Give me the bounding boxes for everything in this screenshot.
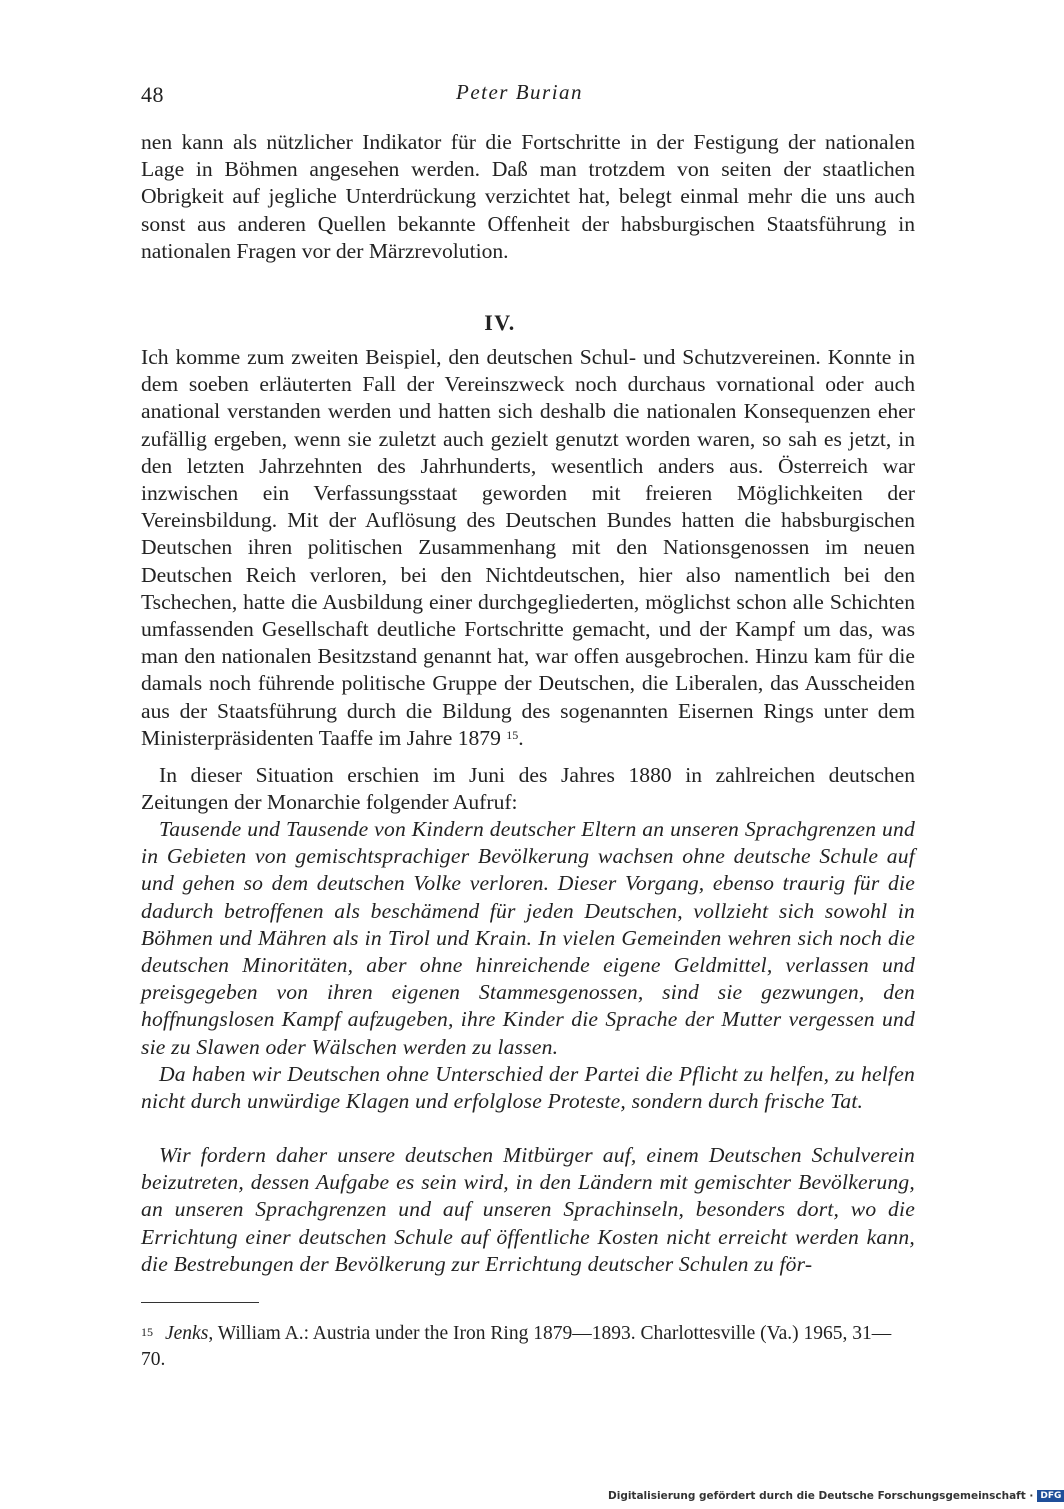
paragraph-2 xyxy=(141,344,915,752)
footnote-15 xyxy=(141,1321,915,1373)
quote-paragraph-3: Wir fordern daher unsere deutschen Mitbürger auf, einem Deutschen Schulverein beizutreten, dessen Aufgabe es sein wird, in den Ländern mit gemischter Bevölkerung, an unseren Sprachgrenzen und auf unseren Sprachinseln, besonders dort, wo die Errichtung einer deutschen Schule auf öffentliche Kosten nicht erreicht werden kann, die Bestrebungen der Bevölkerung zur Errichtung deutscher Schulen zu för- xyxy=(141,1143,915,1276)
paragraph-3: In dieser Situation erschien im Juni des Jahres 1880 in zahlreichen deutschen Zeitungen der Monarchie folgender Aufruf: xyxy=(141,763,915,815)
digitization-credit xyxy=(608,1490,1064,1502)
paragraph-2-end: . xyxy=(518,725,524,750)
paragraph-1: nen kann als nützlicher Indikator für die Fortschritte in der Festigung der nationalen Lage in Böhmen angesehen werden. Daß man trotzdem von seiten der staatlichen Obrigkeit auf jegliche Unterdrückung verzichtet hat, belegt einmal mehr die uns auch sonst aus anderen Quellen bekannte Offenheit der habsburgischen Staatsführung in nationalen Fragen vor der Märzrevolution. xyxy=(141,130,915,263)
credit-text: Digitalisierung gefördert durch die Deutsche Forschungsgemeinschaft · xyxy=(608,1490,1034,1502)
footnote-reference: 15 xyxy=(506,727,519,742)
page-number: 48 xyxy=(141,82,164,107)
footnote-divider xyxy=(141,1302,259,1303)
quote-paragraph-2: Da haben wir Deutschen ohne Unterschied der Partei die Pflicht zu helfen, zu helfen nicht durch unwürdige Klagen und erfolglose Proteste, sondern durch frische Tat. xyxy=(141,1062,915,1114)
running-head: Peter Burian xyxy=(456,80,584,104)
footnote-text: , William A.: Austria under the Iron Ring 1879—1893. Charlottesville (Va.) 1965, 31—70. xyxy=(141,1323,892,1370)
section-heading: IV. xyxy=(484,310,516,335)
paragraph-2-text: Ich komme zum zweiten Beispiel, den deutschen Schul- und Schutzvereinen. Konnte in dem soeben erläuterten Fall der Vereinszweck noch durchaus vornational oder auch anational verstanden werden und hatten sich deshalb die nationalen Konsequenzen eher zufällig ergeben, wenn sie zuletzt auch gezielt genutzt worden waren, so sah es jetzt, in den letzten Jahrzehnten des Jahrhunderts, wesentlich anders aus. Österreich war inzwischen ein Verfassungsstaat geworden mit freieren Möglichkeiten der Vereinsbildung. Mit der Auflösung des Deutschen Bundes hatten die habsburgischen Deutschen ihren politischen Zusammenhang mit den Nationsgenossen im neuen Deutschen Reich verloren, bei den Nichtdeutschen, hier also namentlich bei den Tschechen, hatte die Ausbildung einer durchgegliederten, möglichst schon alle Schichten umfassenden Gesellschaft deutliche Fortschritte gemacht, und der Kampf um das, was man den nationalen Besitzstand genannt hat, war offen ausgebrochen. Hinzu kam für die damals noch führende politische Gruppe der Deutschen, die Liberalen, das Ausscheiden aus der Staatsführung durch die Bildung des sogenannten Eisernen Rings unter dem Ministerpräsidenten Taaffe im Jahre 1879 xyxy=(141,345,915,750)
quote-paragraph-1: Tausende und Tausende von Kindern deutscher Eltern an unseren Sprachgrenzen und in Gebieten von gemischtsprachiger Bevölkerung wachsen ohne deutsche Schule auf und gehen so dem deutschen Volke verloren. Dieser Vorgang, ebenso traurig für die dadurch betroffenen als beschämend für jeden Deutschen, vollzieht sich sowohl in Böhmen und Mähren als in Tirol und Krain. In vielen Gemeinden wehren sich noch die deutschen Minoritäten, aber ohne hinreichende eigene Geldmittel, verlassen und preisgegeben von ihren eigenen Stammesgenossen, sind sie gezwungen, den hoffnungslosen Kampf aufzugeben, ihre Kinder die Sprache der Mutter vergessen und sie zu Slawen oder Wälschen werden zu lassen. xyxy=(141,817,915,1059)
dfg-logo-icon: DFG xyxy=(1037,1490,1064,1502)
footnote-marker: 15 xyxy=(141,1325,153,1339)
footnote-author: Jenks xyxy=(165,1323,209,1344)
